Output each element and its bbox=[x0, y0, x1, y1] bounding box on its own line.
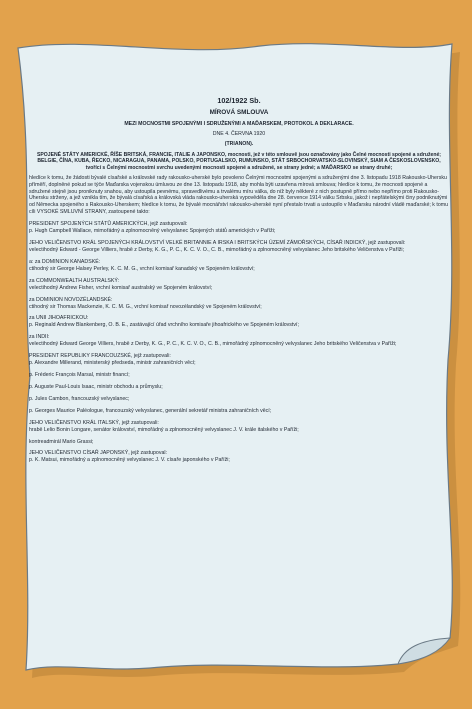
entry-representative: velectihodný Edward - George Villiers, hrabě z Derby, K. G., P. C., K. C. V. O., C. B., mimořádný a zplnomocněný velvyslanec Jeho britského Veličenstva v Paříži; bbox=[29, 246, 405, 253]
entry-party: JEHO VELIČENSTVO KRÁL ITALSKÝ, jejž zastupovali: bbox=[29, 419, 159, 426]
plenipotentiary-entry bbox=[29, 372, 449, 379]
document-header bbox=[29, 96, 449, 148]
plenipotentiary-entry bbox=[29, 396, 449, 403]
plenipotentiary-entry bbox=[29, 221, 449, 235]
treaty-document bbox=[29, 96, 449, 469]
entry-representative: ctihodný sir George Halsey Perley, K. C. M. G., vrchní komisař kanadský ve Spojeném království; bbox=[29, 265, 255, 272]
plenipotentiary-entry bbox=[29, 259, 449, 273]
document-date: DNE 4. ČERVNA 1920 bbox=[212, 130, 266, 137]
document-place: (TRIANON). bbox=[224, 140, 254, 147]
plenipotentiary-entry bbox=[29, 384, 449, 391]
entry-representative: p. Reginald Andrew Blankenberg, O. B. E., zastávající úřad vrchního komisaře jihoafrického ve Spojeném království; bbox=[29, 322, 299, 329]
entry-party: PRESIDENT SPOJENÝCH STÁTŮ AMERICKÝCH, jejž zastupovali: bbox=[29, 221, 188, 228]
plenipotentiary-entry bbox=[29, 240, 449, 254]
entry-representative: p. Alexandre Millerand, ministerský předseda, ministr zahraničních věcí; bbox=[29, 360, 196, 367]
plenipotentiary-entry bbox=[29, 450, 449, 464]
entry-party: za INDII: bbox=[29, 334, 50, 341]
document-title: MÍROVÁ SMLOUVA bbox=[209, 108, 269, 116]
plenipotentiary-entry bbox=[29, 439, 449, 446]
entry-representative: ctihodný sir Thomas Mackenzie, K. C. M. G., vrchní komisař novozélandský ve Spojeném království; bbox=[29, 303, 262, 310]
entry-party: a: za DOMINION KANADSKÉ: bbox=[29, 258, 101, 265]
entry-party: p. Fréderic François Marsal, ministr financí; bbox=[29, 371, 130, 378]
entry-party: kontreadmirál Mario Grassi; bbox=[29, 438, 94, 445]
entry-party: za DOMINION NOVOZÉLANDSKÉ: bbox=[29, 296, 113, 303]
entry-party: p. Jules Cambon, francouzský velvyslanec; bbox=[29, 395, 130, 402]
plenipotentiary-entry bbox=[29, 297, 449, 311]
document-subtitle: MEZI MOCNOSTMI SPOJENÝMI I SDRUŽENÝMI A MAĎARSKEM, PROTOKOL A DEKLARACE. bbox=[124, 120, 354, 127]
entry-representative: p. Hugh Campbell Wallace, mimořádný a zplnomocněný velvyslanec Spojených států amerických v Paříži; bbox=[29, 228, 276, 235]
plenipotentiary-entry bbox=[29, 315, 449, 329]
entry-representative: hrabě Lelio Bonin Longare, senátor království, mimořádný a zplnomocněný velvyslanec J. V. krále italského v Paříži; bbox=[29, 426, 299, 433]
plenipotentiary-entry bbox=[29, 420, 449, 434]
plenipotentiary-entry bbox=[29, 334, 449, 348]
preamble-paragraph: hledíce k tomu, že žádosti bývalé císařské a královské rady rakousko-uherské bylo povoleno Čelnými mocnostmi spojenými a sdruženými dne 3. listopadu 1918 Rakousko-Uhersku příměří, doplněné pokud se týče Maďarska vojenskou úmluvou ze dne 13. listopadu 1918, aby mohla býti uzavřena mírová smlouva; hledíce k tomu, že mocnosti spojené a sdružené stejně jsou proniknuty snahou, aby ustoupila pevnému, spravedlivému a trvalému míru válka, do níž byly některé z nich postupně přímo nebo nepřímo proti Rakousko-Uhersku strženy, a jež vznikla tím, že bývalá císařská a královská vláda rakousko-uherská vypověděla dne 28. července 1914 válku Srbsku, jakož i nepřátelskými činy podniknutými od Německa spojeného s Rakousko-Uherskem; hledíce k tomu, že bývalé mocnářství rakousko-uherské nyní přestalo trvati a ustoupilo v Maďarsku národní vládě maďarské; k tomu cíli VYSOKÉ SMLUVNÍ STRANY, zastoupené takto: bbox=[29, 174, 449, 216]
entry-party: za UNII JIHOAFRICKOU: bbox=[29, 315, 89, 322]
plenipotentiary-entry bbox=[29, 278, 449, 292]
entry-representative: velectihodný Andrew Fisher, vrchní komisař australský ve Spojeném království; bbox=[29, 284, 213, 291]
contracting-powers: SPOJENÉ STÁTY AMERICKÉ, ŘÍŠE BRITSKÁ, FRANCIE, ITALIE A JAPONSKO, mocnosti, jež v této smlouvě jsou označovány jako Čelné mocnosti spojené a sdružené; BELGIE, ČÍNA, KUBA, ŘECKO, NICARAGUA, PANAMA, POLSKO, PORTUGALSKO, RUMUNSKO, STÁT SRBOCHORVATSKO-SLOVINSKÝ, SIAM A ČESKOSLOVENSKO, tvořící s Čelnými mocnostmi svrchu uvedenými mocnosti spojené a sdružené, se strany jedné; a MAĎARSKO se strany druhé; bbox=[37, 151, 441, 171]
entry-representative: velectihodný Edward George Villiers, hrabě z Derby, K. G., P. C., K. C. V. O., C. B., mimořádný zplnomocněný velvyslanec Jeho britského Veličenstva v Paříži; bbox=[29, 341, 397, 348]
plenipotentiary-entry bbox=[29, 353, 449, 367]
plenipotentiaries-list bbox=[29, 221, 449, 464]
entry-party: p. Auguste Paul-Louis Isaac, ministr obchodu a průmyslu; bbox=[29, 383, 163, 390]
plenipotentiary-entry bbox=[29, 408, 449, 415]
entry-party: p. Georges Maurice Paléologue, francouzský velvyslanec, generální sekretář ministra zahraničních věcí; bbox=[29, 407, 272, 414]
entry-party: JEHO VELIČENSTVO KRÁL SPOJENÝCH KRÁLOVSTVÍ VELKÉ BRITANNIE A IRSKA I BRITSKÝCH ÚZEMÍ ZÁMOŘSKÝCH, CÍSAŘ INDICKÝ, jejž zastupovali: bbox=[29, 240, 406, 247]
entry-party: za COMMONWEALTH AUSTRALSKÝ: bbox=[29, 277, 120, 284]
document-number: 102/1922 Sb. bbox=[217, 96, 261, 105]
entry-party: PRESIDENT REPUBLIKY FRANCOUZSKÉ, jejž zastupovali: bbox=[29, 353, 171, 360]
entry-representative: p. K. Matsui, mimořádný a zplnomocněný velvyslanec J. V. císaře japonského v Paříži; bbox=[29, 457, 230, 464]
entry-party: JEHO VELIČENSTVO CÍSAŘ JAPONSKÝ, jejž zastupoval: bbox=[29, 450, 168, 457]
